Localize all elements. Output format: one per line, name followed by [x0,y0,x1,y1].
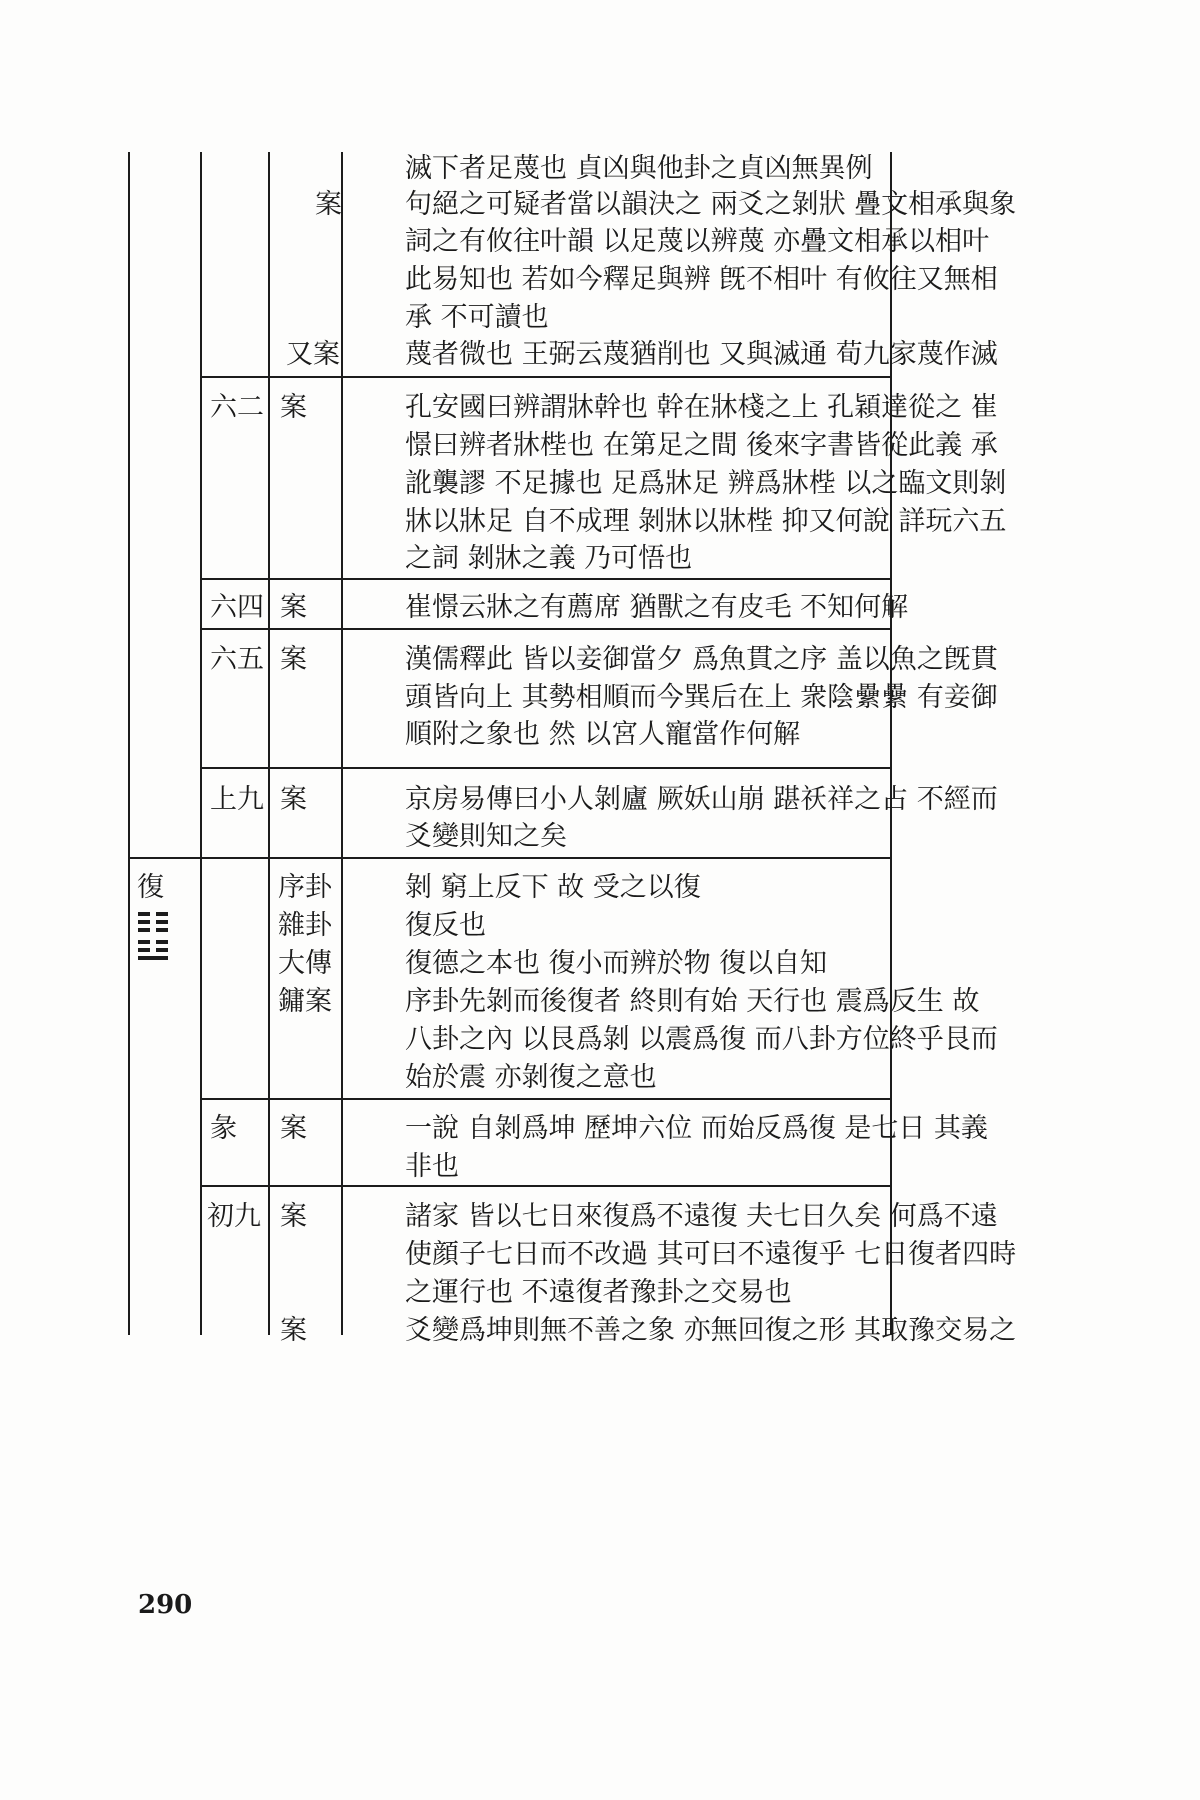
row8-label: 案 [280,1201,307,1232]
row3-line-label: 六四 [210,592,264,623]
row8-line-label: 初九 [207,1201,261,1232]
row6-line-4: 序卦先剝而後復者 終則有始 天行也 震爲反生 故 [405,986,980,1017]
row5-line-1: 京房易傳曰小人剝廬 厥妖山崩 踸祅祥之占 不經而 [405,784,998,815]
row2-line-5: 之詞 剝牀之義 乃可悟也 [405,543,693,574]
row4-label: 案 [280,644,307,675]
rule-h1 [200,376,892,378]
row6-line-3: 復德之本也 復小而辨於物 復以自知 [405,948,828,979]
page-number: 290 [138,1590,193,1620]
row7-line-1: 一說 自剝爲坤 歷坤六位 而始反爲復 是七日 其義 [405,1113,988,1144]
row7-label: 案 [280,1113,307,1144]
row7-line-label: 彖 [210,1113,237,1144]
row2-line-4: 牀以牀足 自不成理 剝牀以牀梐 抑又何說 詳玩六五 [405,506,1007,537]
row4-line-1: 漢儒釋此 皆以妾御當夕 爲魚貫之序 盖以魚之旣貫 [405,644,998,675]
row5-line-label: 上九 [210,784,264,815]
row2-line-3: 訛襲謬 不足據也 足爲牀足 辨爲牀梐 以之臨文則剝 [405,468,1007,499]
row4-line-3: 順附之象也 然 以宮人寵當作何解 [405,719,801,750]
row8-line-1: 諸家 皆以七日來復爲不遠復 夫七日久矣 何爲不遠 [405,1201,998,1232]
row1-line-5: 承 不可讀也 [405,302,549,333]
row1-line-2: 句絕之可疑者當以韻決之 兩爻之剝狀 疊文相承與象 [405,189,1017,220]
row6-line-5: 八卦之內 以艮爲剝 以震爲復 而八卦方位終乎艮而 [405,1024,998,1055]
row3-label: 案 [280,592,307,623]
row2-line-1: 孔安國曰辨謂牀幹也 幹在牀棧之上 孔穎達從之 崔 [405,392,998,423]
row8-line-4: 爻變爲坤則無不善之象 亦無回復之形 其取豫交易之 [405,1315,1017,1346]
row6-label-2: 雜卦 [278,910,332,941]
rule-col2 [268,152,270,1335]
row6-label-3: 大傳 [278,948,332,979]
row5-label: 案 [280,784,307,815]
row1-label: 案 [315,189,342,220]
row1-line-3: 詞之有攸往叶韻 以足蔑以辨蔑 亦疊文相承以相叶 [405,226,990,257]
rule-left-outer [128,152,130,1335]
row1-label-alt: 又案 [286,339,340,370]
row6-label-4: 鏞案 [278,986,332,1017]
row6-label-1: 序卦 [278,872,332,903]
row2-label: 案 [280,392,307,423]
row2-line-label: 六二 [210,392,264,423]
rule-h4 [200,767,892,769]
row8-line-2: 使顔子七日而不改過 其可曰不遠復乎 七日復者四時 [405,1239,1017,1270]
row1-line-1: 滅下者足蔑也 貞凶與他卦之貞凶無異例 [405,153,873,184]
rule-col3 [341,152,343,1335]
row6-line-6: 始於震 亦剝復之意也 [405,1062,657,1093]
row6-line-1: 剝 窮上反下 故 受之以復 [405,872,701,903]
row4-line-2: 頭皆向上 其勢相順而今巽后在上 衆陰纍纍 有妾御 [405,682,998,713]
hexagram-fu-icon [138,912,168,964]
row5-line-2: 爻變則知之矣 [405,821,567,852]
row6-line-2: 復反也 [405,910,486,941]
row7-line-2: 非也 [405,1151,459,1182]
row2-line-2: 憬曰辨者牀梐也 在第足之間 後來字書皆從此義 承 [405,430,998,461]
row1-line-6: 蔑者微也 王弼云蔑猶削也 又與滅通 荀九家蔑作滅 [405,339,998,370]
row4-line-label: 六五 [210,644,264,675]
row8-label-2: 案 [280,1315,307,1346]
row8-line-3: 之運行也 不遠復者豫卦之交易也 [405,1277,792,1308]
rule-col1 [200,152,202,1335]
row1-line-4: 此易知也 若如今釋足與辨 旣不相叶 有攸往又無相 [405,264,998,295]
hexagram-name: 復 [137,872,164,903]
row3-line-1: 崔憬云牀之有薦席 猶獸之有皮毛 不知何解 [405,592,909,623]
